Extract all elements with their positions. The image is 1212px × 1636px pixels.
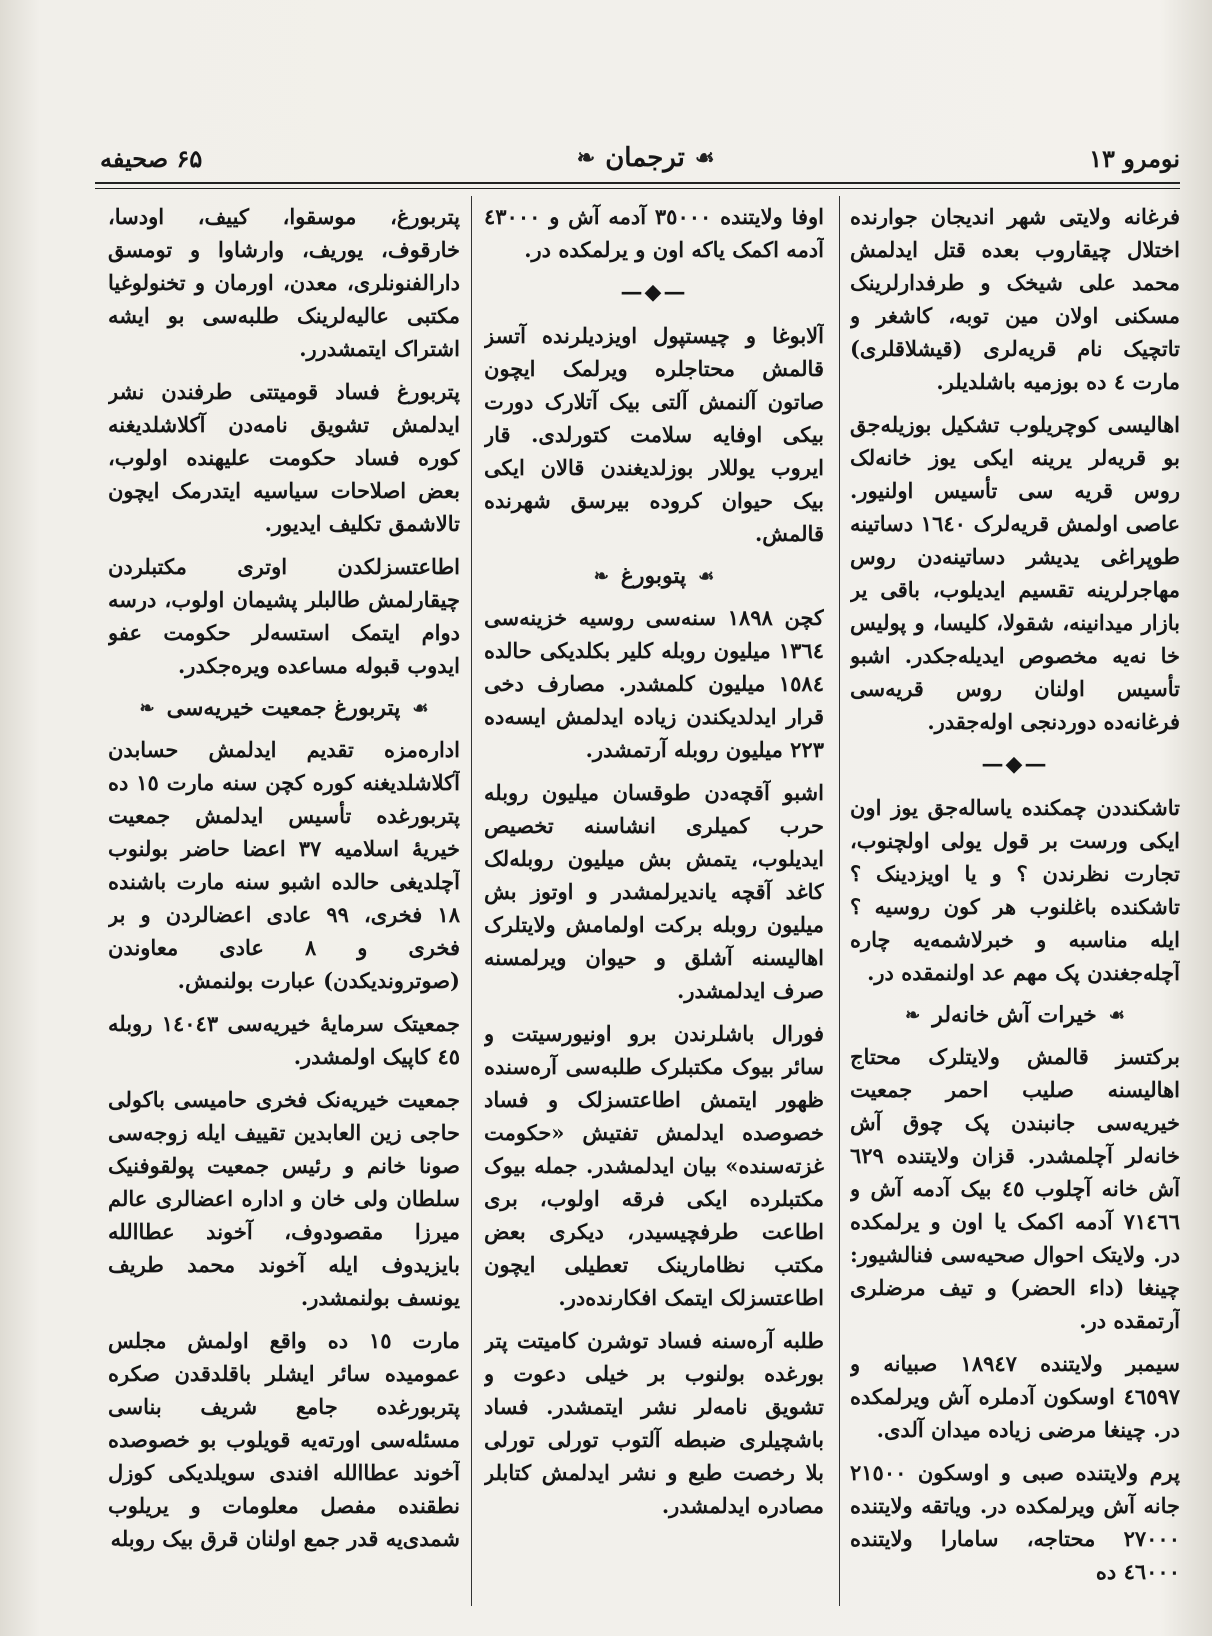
ornament-left-icon: ❧ [576,145,596,171]
paragraph: پتربورغ، موسقوا، کییف، اودسا، خارقوف، یوریف، وارشاوا و تومسق دارالفنونلری، معدن، اورمان و تخنولوغیا مکتبی عالیه‌لرینک طلبه‌سی بو ایشه اشتراک ایتمشدرر. [108,204,460,361]
column-2 [484,200,824,1616]
paragraph: جمعیت خیریه‌نک فخری حامیسی باکولی حاجی زین العابدین تقییف ایله زوجه‌سی صونا خانم و رئیس جمعیت پولقوفنیک سلطان ولی خان و اداره اعضالری عالم میرزا مقصودوف، آخوند عطاالله بایزیدوف ایله آخوند محمد طریف یونسف بولنمشدر. [108,1087,460,1310]
paragraph: اداره‌مزه تقدیم ایدلمش حسابدن آکلاشلدیغنه کوره کچن سنه مارت ۱٥ ده پتربورغده تأسیس ایدلمش جمعیت خیریهٔ اسلامیه ۳۷ اعضا حاضر بولنوب آچلدیغی حالده اشبو سنه مارت باشنده ۱۸ فخری، ۹۹ عادی اعضالردن و بر فخری و ۸ عادی معاوندن (صوتروندیکدن) عبارت بولنمش. [108,737,460,993]
section-heading [484,560,824,593]
masthead [577,143,715,173]
section-title: خیرات آش خانه‌لر [932,1002,1097,1028]
paragraph: فورال باشلرندن برو اونیورسیتت و سائر بیوک مکتبلرک طلبه‌سی آره‌سنده ظهور ایتمش اطاعتسزلک و فساد خصوصده ایدلمش تفتیش «حکومت غزته‌سنده» بیان ایدلمشدر. جمله بیوک مکتبلرده ایکی فرقه اولوب، بری اطاعت طرفچیسیدر، دیکری بعض مکتب نظامارینک تعطیلی ایچون اطاعتسزلک ایتمک افکارنده‌در. [484,1021,824,1310]
column-divider [839,196,841,1606]
header-rule [95,182,1180,184]
section-title: پتوبورغ [620,563,687,589]
issue-number: نومرو ۱۳ [1089,143,1180,173]
column-1 [850,200,1180,1616]
section-heading [850,999,1180,1032]
column-divider [471,196,473,1606]
paragraph: اوفا ولایتنده ۳٥۰۰۰ آدمه آش و ٤۳۰۰۰ آدمه اکمک یاکه اون و یرلمکده در. [484,204,824,262]
page-number: ۶۵ صحیفه [100,143,203,173]
section-separator: —◆— [981,751,1049,777]
paragraph: فرغانه ولایتی شهر اندیجان جوارنده اختلال چیقاروب بعده قتل ایدلمش محمد علی شیخک و طرفدارلرینک مسکنی اولان مین توبه، کاشغر و تاتچیک نام قریه‌لری (قیشلاقلری) مارت ٤ ده بوزمیه باشلدیلر. [850,204,1180,394]
paragraph: برکتسز قالمش ولایتلرک محتاج اهالیسنه صلیب احمر جمعیت خیریه‌سی جانبندن پک چوق آش خانه‌لر آچلمشدر. قزان ولایتنده ٦۲۹ آش خانه آچلوب ٤٥ بیک آدمه آش و ۷۱٤٦٦ آدمه اکمک یا اون و یرلمکده در. ولایتک احوال صحیه‌سی فنالشیور: چینغا (داء الحضر) و تیف مرضلری آرتمقده در. [850,1044,1180,1333]
section-heading [108,692,460,725]
ornament-left-icon: ❧ [139,698,155,719]
paragraph: پرم ولایتنده صبی و اوسکون ۲۱٥۰۰ جانه آش ویرلمکده در. ویاتقه ولایتنده ۲۷۰۰۰ محتاجه، سامارا ولایتنده ٤٦۰۰۰ ده [850,1460,1180,1584]
paragraph: آلابوغا و چیستپول اویزدیلرنده آتسز قالمش محتاجلره ویرلمک ایچون صاتون آلنمش آلتی بیک آتلارک دورت بیکی اوفایه سلامت کتورلدی. قار ایروب یوللار بوزلدیغندن قالان ایکی بیک حیوان کروده بیرسق شهرنده قالمش. [484,323,824,546]
section-title: پتربورغ جمعیت خیریه‌سی [166,695,401,721]
paragraph: جمعیتک سرمایهٔ خیریه‌سی ۱٤۰٤۳ روبله ٤٥ کاپیک اولمشدر. [108,1011,460,1069]
ornament-right-icon: ☙ [1108,1005,1125,1026]
ornament-right-icon: ☙ [412,698,429,719]
paragraph: مارت ۱٥ ده واقع اولمش مجلس عمومیده سائر ایشلر باقلدقدن صکره پتربورغده جامع شریف بناسی مسئله‌سی اورته‌یه قویلوب بو خصوصده آخوند عطاالله افندی سویلدیکی کوزل نطقنده مفصل معلومات و یریلوب شمدی‌یه قدر جمع اولنان قرق بیک روبله [108,1328,460,1551]
section-separator: —◆— [620,279,688,305]
newspaper-title: ترجمان [605,143,685,173]
paragraph: طلبه آره‌سنه فساد توشرن کامیتت پتر بورغده بولنوب بر خیلی دعوت و تشویق نامه‌لر نشر ایتمشدر. فساد باشچیلری ضبطه آلتوب تورلی تورلی بلا رخصت طبع و نشر ایدلمش کتابلر مصادره ایدلمشدر. [484,1328,824,1518]
ornament-right-icon: ☙ [694,145,715,171]
ornament-right-icon: ☙ [698,566,715,587]
paragraph: اطاعتسزلکدن اوتری مکتبلردن چیقارلمش طالبلر پشیمان اولوب، درسه دوام ایتمک استسه‌لر حکومت عفو ایدوب قبوله مساعده ویره‌جکدر. [108,554,460,678]
paragraph: تاشکنددن چمکنده یاساله‌جق یوز اون ایکی ورست بر قول یولی اولچنوب، تجارت نظرندن ؟ و یا اویزدینک ؟ تاشکنده باغلنوب هر کون روسیه ؟ ایله مناسبه و خبرلاشمه‌یه چاره آچله‌جغندن پک مهم عد اولنمقده در. [850,795,1180,985]
ornament-left-icon: ❧ [593,566,609,587]
paragraph: اهالیسی کوچریلوب تشکیل بوزیله‌جق بو قریه‌لر یرینه ایکی یوز خانه‌لک روس قریه سی تأسیس اولنیور. عاصی اولمش قریه‌لرک ۱٦٤۰ دساتینه طوپراغی یدیشر دساتینه‌دن روس مهاجرلرینه تقسیم ایدیلوب، باقی یر بازار میدانینه، شقولا، کلیسا، و پولیس خا نه‌یه مخصوص ایدیله‌جکدر. اشبو تأسیس اولنان روس قریه‌سی فرغانه‌ده دوردنجی اوله‌جقدر. [850,412,1180,734]
page-header [100,128,1180,188]
column-3 [108,200,460,1616]
paragraph: کچن ۱۸۹۸ سنه‌سی روسیه خزینه‌سی ۱۳٦٤ میلیون روبله کلیر بکلدیکی حالده ۱٥۸٤ میلیون کلمشدر. مصارف دخی قرار ایدلدیکندن زیاده ایدلمش ایسه‌ده ۲۲۳ میلیون روبله آرتمشدر. [484,605,824,762]
ornament-left-icon: ❧ [905,1005,921,1026]
paragraph: پتربورغ فساد قومیتتی طرفندن نشر ایدلمش تشویق نامه‌دن آکلاشلدیغنه کوره فساد حکومت علیهنده اولوب، بعض اصلاحات سیاسیه ایتدرمک ایچون تالاشمق تکلیف ایدیور. [108,379,460,536]
paragraph: اشبو آقچه‌دن طوقسان میلیون روبله حرب کمیلری انشاسنه تخصیص ایدیلوب، یتمش بش میلیون روبله‌لک کاغد آقچه یاندیرلمشدر و اوتوز بش میلیون روبله برکت اولمامش ولایتلرک اهالیسنه آشلق و حیوان ویرلمسنه صرف ایدلمشدر. [484,780,824,1003]
paragraph: سیمبر ولایتنده ۱۸۹٤۷ صبیانه و ٤٦٥۹۷ اوسکون آدملره آش ویرلمکده در. چینغا مرضی زیاده میدان آلدی. [850,1351,1180,1442]
header-rule-thin [95,188,1180,189]
